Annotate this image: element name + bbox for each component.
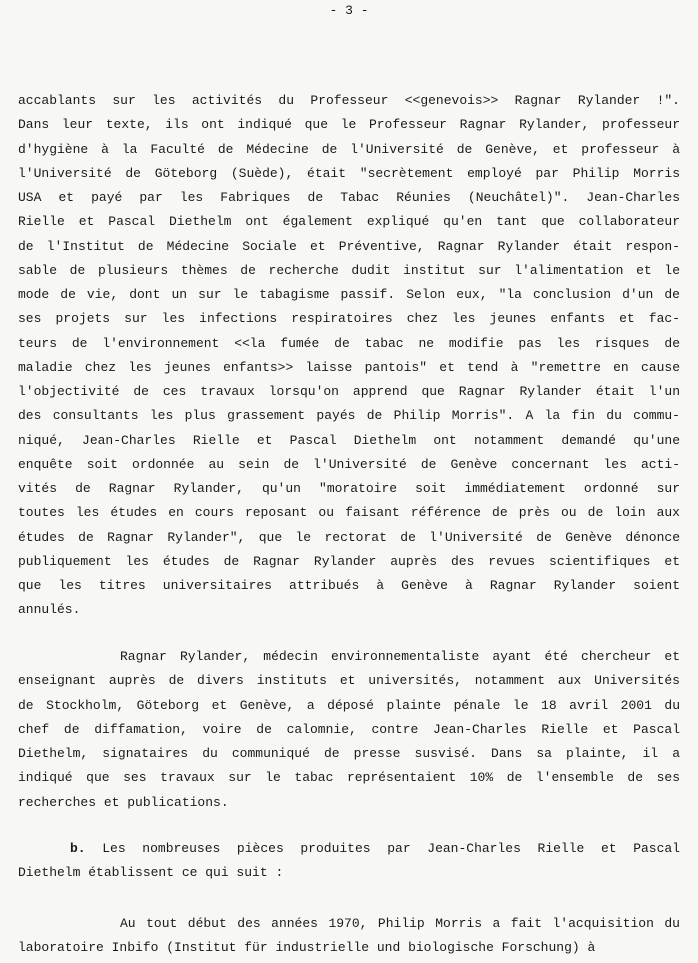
text-line: Au tout début des années 1970, Philip Morris a fait l'acquisition du bbox=[120, 916, 680, 931]
text-line: ses projets sur les infections respiratoires chez les jeunes enfants et fac- bbox=[18, 311, 680, 327]
text-line: Dans leur texte, ils ont indiqué que le Professeur Ragnar Rylander, professeur bbox=[18, 117, 680, 133]
text-line: des consultants les plus grassement payés de Philip Morris". A la fin du commu- bbox=[18, 408, 680, 424]
text-line: teurs de l'environnement <<la fumée de tabac ne modifie pas les risques de bbox=[18, 335, 680, 351]
text-line: accablants sur les activités du Professeur <<genevois>> Ragnar Rylander !". bbox=[18, 93, 680, 108]
text-line: vités de Ragnar Rylander, qu'un "moratoire soit immédiatement ordonné sur bbox=[18, 481, 680, 496]
text-line: toutes les études en cours reposant ou faisant référence de près ou de loin aux bbox=[18, 505, 680, 521]
text-line: Diethelm, signataires du communiqué de presse susvisé. Dans sa plainte, il a bbox=[18, 746, 680, 761]
text-line: mode de vie, dont un sur le tabagisme passif. Selon eux, "la conclusion d'un de bbox=[18, 287, 680, 302]
text-line: d'hygiène à la Faculté de Médecine de l'Université de Genève, et professeur à bbox=[18, 141, 680, 157]
text-line: Ragnar Rylander, médecin environnementaliste ayant été chercheur et bbox=[120, 649, 680, 664]
text-line: indiqué que ses travaux sur le tabac représentaient 10% de l'ensemble de ses bbox=[18, 770, 680, 786]
text-line: laboratoire Inbifo (Institut für industrielle und biologische Forschung) à bbox=[18, 940, 596, 956]
text-line: de Stockholm, Göteborg et Genève, a déposé plainte pénale le 18 avril 2001 du bbox=[18, 697, 680, 713]
text-line: niqué, Jean-Charles Rielle et Pascal Diethelm ont notamment demandé qu'une bbox=[18, 432, 680, 448]
text-line: sable de plusieurs thèmes de recherche dudit institut sur l'alimentation et le bbox=[18, 262, 680, 278]
text-line: enseignant auprès de divers instituts et universités, notamment aux Universités bbox=[18, 673, 680, 689]
text-line: maladie chez les jeunes enfants>> laisse pantois" et tend à "remettre en cause bbox=[18, 359, 680, 375]
page-number: - 3 - bbox=[329, 3, 369, 18]
text-line: que les titres universitaires attribués à Genève à Ragnar Rylander soient bbox=[18, 578, 680, 593]
text-line: b. Les nombreuses pièces produites par Jean-Charles Rielle et Pascal bbox=[70, 841, 680, 856]
text-line: enquête soit ordonnée au sein de l'Université de Genève concernant les acti- bbox=[18, 456, 680, 472]
text-line: recherches et publications. bbox=[18, 794, 229, 810]
text-line: publiquement les études de Ragnar Rylander auprès des revues scientifiques et bbox=[18, 553, 680, 569]
text-line: USA et payé par les Fabriques de Tabac Réunies (Neuchâtel)". Jean-Charles bbox=[18, 190, 680, 205]
text-line: l'objectivité de ces travaux lorsqu'on apprend que Ragnar Rylander était l'un bbox=[18, 384, 680, 399]
text-line: l'Université de Göteborg (Suède), était "secrètement employé par Philip Morris bbox=[18, 165, 680, 181]
section-label: b. bbox=[70, 841, 103, 856]
text-line: études de Ragnar Rylander", que le rectorat de l'Université de Genève dénonce bbox=[18, 529, 680, 545]
text-line: de l'Institut de Médecine Sociale et Préventive, Ragnar Rylander était respon- bbox=[18, 238, 680, 254]
text-line: Rielle et Pascal Diethelm ont également expliqué qu'en tant que collaborateur bbox=[18, 214, 680, 230]
text-line: Diethelm établissent ce qui suit : bbox=[18, 865, 284, 881]
text-line: annulés. bbox=[18, 602, 81, 618]
text-line: chef de diffamation, voire de calomnie, contre Jean-Charles Rielle et Pascal bbox=[18, 721, 680, 737]
